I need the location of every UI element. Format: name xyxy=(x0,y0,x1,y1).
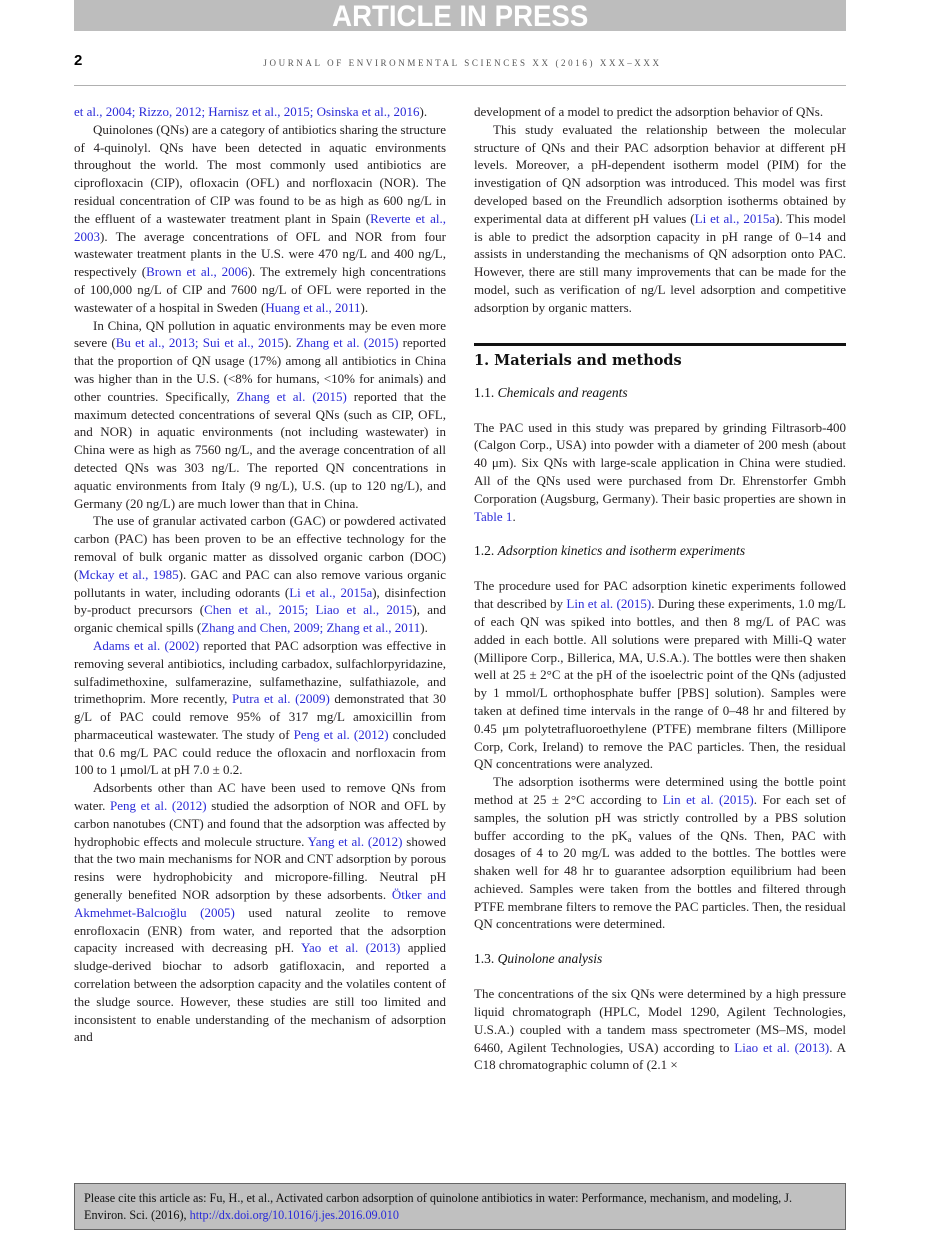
citation-box xyxy=(74,1183,846,1230)
reference-link[interactable]: Lin et al. (2015) xyxy=(662,791,754,807)
reference-link[interactable]: Brown et al., 2006 xyxy=(146,264,248,280)
paragraph-analysis: The concentrations of the six QNs were determined by a high pressure liquid chromatograph (HPLC, Model 1290, Agilent Technologies, U.S.A.) coupled with a tandem mass spectrometer (MS–MS, model 6460, Agilent Technologies, USA) according to Liao et al. (2013). A C18 chromatographic column of (2.1 × xyxy=(474,986,847,1073)
reference-link[interactable]: Reverte et al., 2003 xyxy=(74,210,446,244)
reference-link[interactable]: Yao et al. (2013) xyxy=(300,940,401,956)
reference-link[interactable]: Adams et al. (2002) xyxy=(93,637,200,653)
left-column xyxy=(74,103,446,1046)
section-heading: 1. Materials and methods xyxy=(474,351,682,369)
paragraph-quinolones: Quinolones (QNs) are a category of antibiotics sharing the structure of 4-quinolyl. QNs have been detected in aquatic environments throughout the world. The most commonly used antibiotics are ciprofloxacin (CIP), ofloxacin (OFL) and norfloxacin (NOR). The residual concentration of CIP was found to be as high as 600 ng/L in the effluent of a wastewater treatment plant in Spain (Reverte et al., 2003). The average concentrations of OFL and NOR from four wastewater treatment plants in the U.S. were 470 ng/L and 400 ng/L, respectively (Brown et al., 2006). The extremely high concentrations of 100,000 ng/L of CIP and 7600 ng/L of OFL were reported in the wastewater of a hospital in Sweden (Huang et al., 2011). xyxy=(74,121,446,315)
running-head: JOURNAL OF ENVIRONMENTAL SCIENCES XX (2016) XXX–XXX xyxy=(263,58,662,68)
subsection-heading-quinolone-analysis: 1.3. Quinolone analysis xyxy=(474,951,603,967)
section-divider xyxy=(474,343,846,346)
paragraph-isotherms: The adsorption isotherms were determined using the bottle point method at 25 ± 2°C according to Lin et al. (2015). For each set of samples, the solution pH was strictly controlled by a PBS solution buffer according to the $pK_a$ values of the QNs. Then, PAC with dosages of 4 to 20 mg/L was added to the bottles. The bottles were shaken well for 48 hr to guarantee adsorption equilibrium had been achieved. Samples were taken from the bottles and filtered through PTFE membrane filters to remove the PAC particles. Then, the residual QN concentrations were determined. xyxy=(474,774,847,932)
subsection-heading-chemicals: 1.1. Chemicals and reagents xyxy=(474,384,628,400)
right-column xyxy=(474,103,846,1074)
reference-link[interactable]: Putra et al. (2009) xyxy=(231,691,330,707)
reference-link[interactable]: Bu et al., 2013; Sui et al., 2015 xyxy=(115,335,285,351)
article-in-press-banner xyxy=(74,0,846,31)
reference-link[interactable]: Zhang et al. (2015) xyxy=(236,388,347,404)
paragraph-adams: Adams et al. (2002) reported that PAC adsorption was effective in removing several antibiotics, including carbadox, sulfachlorpyridazine, sulfadimethoxine, sulfamerazine, sulfamethazine, sulfathiazole, and trimethoprim. More recently, Putra et al. (2009) demonstrated that 30 g/L of PAC could remove 95% of 317 mg/L amoxicillin from pharmaceutical wastewater. The study of Peng et al. (2012) concluded that 0.6 mg/L PAC could reduce the ofloxacin and norfloxacin from 100 to 1 μmol/L at pH 7.0 ± 0.2. xyxy=(74,637,447,778)
reference-link[interactable]: Huang et al., 2011 xyxy=(265,299,361,315)
table-link[interactable]: Table 1 xyxy=(474,508,513,524)
citation-text: Please cite this article as: Fu, H., et al., Activated carbon adsorption of quinolone antibiotics in water: Performance, mechanism, and modeling, J. Environ. Sci. (2016), xyxy=(84,1191,793,1222)
reference-link[interactable]: Lin et al. (2015) xyxy=(566,596,652,612)
paragraph-adsorbents: Adsorbents other than AC have been used to remove QNs from water. Peng et al. (2012) studied the adsorption of NOR and OFL by carbon nanotubes (CNT) and found that the adsorption was affected by hydrophobic effects and molecule structure. Yang et al. (2012) showed that the two main mechanisms for NOR and CNT adsorption by porous resins were hydrophobicity and micropore-filling. Neutral pH generally benefited NOR adsorption by these adsorbents. Ötker and Akmehmet-Balcıoğlu (2005) used natural zeolite to remove enrofloxacin (ENR) from water, and reported that the adsorption capacity increased with decreasing pH. Yao et al. (2013) applied sludge-derived biochar to adsorb gatifloxacin, and reported a correlation between the adsorption capacity and the volatiles content of the sludge source. However, these studies are still too limited and inconsistent to enable understanding of the mechanism of adsorption and xyxy=(74,780,447,1045)
reference-link[interactable]: Zhang and Chen, 2009; Zhang et al., 2011 xyxy=(201,620,421,636)
header-divider xyxy=(74,85,846,86)
page-number: 2 xyxy=(74,52,83,69)
reference-link[interactable]: Ötker and Akmehmet-Balcıoğlu (2005) xyxy=(74,887,446,920)
doi-link[interactable]: http://dx.doi.org/10.1016/j.jes.2016.09.010 xyxy=(189,1208,399,1222)
reference-link[interactable]: Peng et al. (2012) xyxy=(293,726,389,742)
reference-link[interactable]: et al., 2004; Rizzo, 2012; Harnisz et al., 2015; Osinska et al., 2016 xyxy=(74,104,420,119)
reference-link[interactable]: Liao et al. (2013) xyxy=(734,1039,830,1055)
subsection-heading-adsorption: 1.2. Adsorption kinetics and isotherm experiments xyxy=(474,543,746,559)
banner-text: ARTICLE IN PRESS xyxy=(331,0,589,33)
reference-link[interactable]: Chen et al., 2015; Liao et al., 2015 xyxy=(204,602,413,618)
paragraph-kinetics: The procedure used for PAC adsorption kinetic experiments followed that described by Lin et al. (2015). During these experiments, 1.0 mg/L of each QN was spiked into bottles, and then 8 mg/L of PAC was added in each bottle. All solutions were prepared with Milli-Q water (Millipore Corp., Billerica, MA, U.S.A.). The bottles were then shaken well at 25 ± 2°C at the pH of the isoelectric point of the QNs (adjusted by 1 mmol/L orthophosphate buffer [PBS] solution). Samples were taken at defined time intervals in the range of 0–48 hr and filtered by 0.45 μm polytetrafluoroethylene (PTFE) membrane filters (Millipore Corp, Cork, Ireland) to remove the PAC particles. Then, the residual QN concentrations were analyzed. xyxy=(474,578,846,772)
reference-link[interactable]: Zhang et al. (2015) xyxy=(295,335,399,351)
reference-link[interactable]: Peng et al. (2012) xyxy=(110,798,207,814)
paragraph-gac-pac: The use of granular activated carbon (GAC) or powdered activated carbon (PAC) has been proven to be an effective technology for the removal of bulk organic matter as dissolved organic carbon (DOC) (Mckay et al., 1985). GAC and PAC can also remove various organic pollutants in water, including odorants (Li et al., 2015a), disinfection by-product precursors (Chen et al., 2015; Liao et al., 2015), and organic chemical spills (Zhang and Chen, 2009; Zhang et al., 2011). xyxy=(74,513,446,636)
reference-link[interactable]: Yang et al. (2012) xyxy=(307,833,403,849)
paragraph-this-study: This study evaluated the relationship between the molecular structure of QNs and their PAC adsorption behavior at different pH levels. Moreover, a pH-dependent isotherm model (PIM) for the investigation of QN adsorption was introduced. This model was first developed based on the Freundlich adsorption isotherms obtained by experimental data at different pH values (Li et al., 2015a). This model is able to predict the adsorption capacity in pH range of 0–14 and assists in understanding the mechanisms of QN adsorption onto PAC. However, there are still many improvements that can be made for the model, such as verification of ng/L level adsorption and competitive adsorption by organic matters. xyxy=(474,121,846,315)
paragraph-china: In China, QN pollution in aquatic environments may be even more severe (Bu et al., 2013; Sui et al., 2015). Zhang et al. (2015) reported that the proportion of QN usage (17%) among all antibiotics in China was higher than in the U.S. (<8% for humans, <10% for animals) and other countries. Specifically, Zhang et al. (2015) reported that the maximum detected concentrations of several QNs (such as CIP, OFL, and NOR) in aquatic environments (not including wastewater) in China were as high as 7560 ng/L, and the average concentration of all detected QNs was 303 ng/L. The reported QN concentrations in aquatic environments from Italy (9 ng/L), U.S. (up to 120 ng/L), and Germany (20 ng/L) are much lower than that in China. xyxy=(74,317,446,511)
paragraph-continued: et al., 2004; Rizzo, 2012; Harnisz et al., 2015; Osinska et al., 2016). xyxy=(74,104,428,119)
reference-link[interactable]: Li et al., 2015a xyxy=(289,584,373,600)
reference-link[interactable]: Li et al., 2015a xyxy=(694,210,776,226)
paragraph-continued: development of a model to predict the adsorption behavior of QNs. xyxy=(474,104,824,119)
reference-link[interactable]: Mckay et al., 1985 xyxy=(78,566,179,582)
paragraph-chemicals: The PAC used in this study was prepared by grinding Filtrasorb-400 (Calgon Corp., USA) into powder with a diameter of 200 mesh (about 40 μm). Six QNs with large-scale application in China were studied. All of the QNs used were purchased from Dr. Ehrenstorfer Gmbh Corporation (Augsburg, Germany). Their basic properties are shown in Table 1. xyxy=(474,419,846,524)
